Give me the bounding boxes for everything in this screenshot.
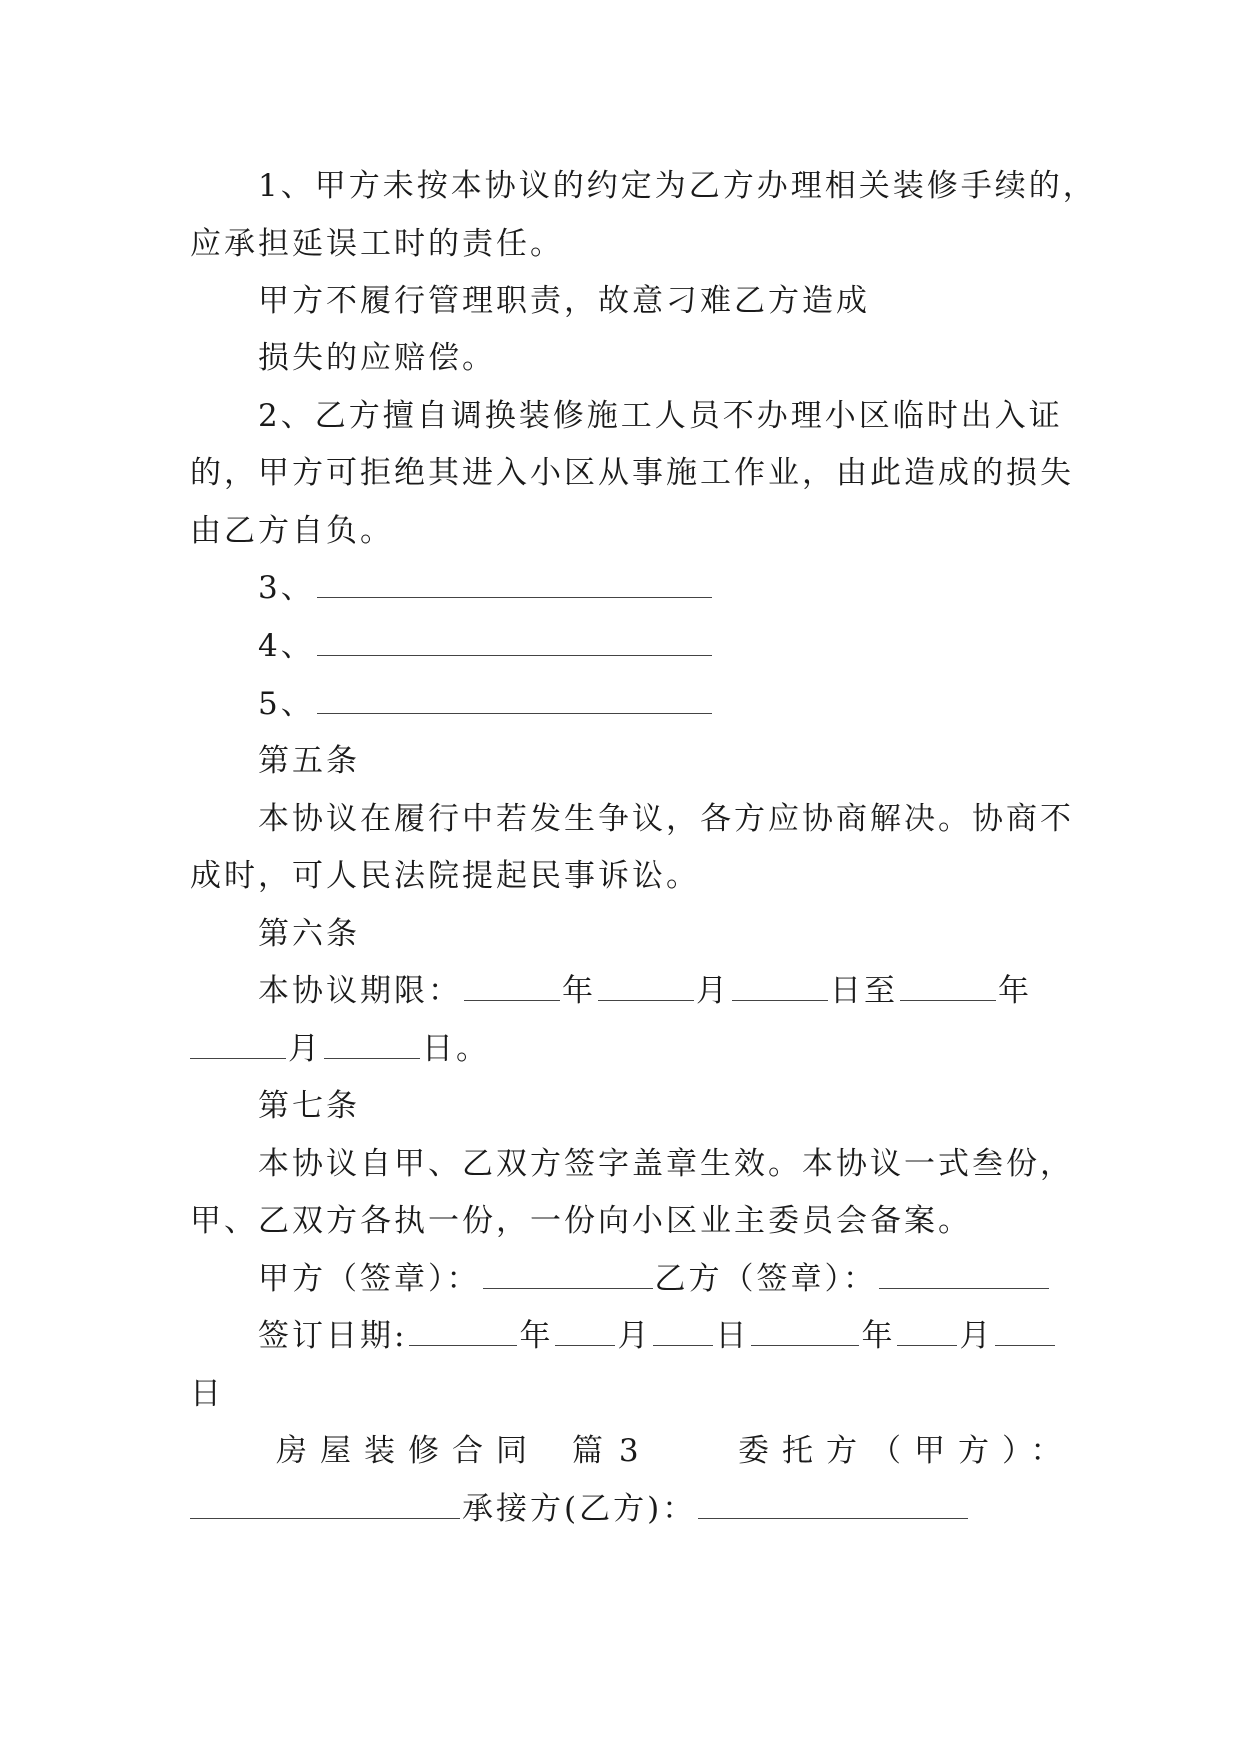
term-line-2 [190, 1029, 490, 1069]
clause-3-blank [317, 569, 712, 598]
clause-1b-line-2: 损失的应赔偿。 [258, 340, 496, 376]
party-a-sign-label: 甲方（签章）： [258, 1261, 481, 1297]
term-end-year-blank [900, 972, 996, 1001]
term-year-unit: 年 [562, 973, 596, 1009]
clause-5-blank [317, 685, 712, 714]
term-label: 本协议期限： [258, 973, 462, 1009]
sd2-month-unit: 月 [959, 1318, 994, 1354]
clause-1b-line-1: 甲方不履行管理职责，故意刁难乙方造成 [258, 283, 870, 319]
term-year-blank [464, 972, 560, 1001]
term-month-unit: 月 [696, 973, 730, 1009]
sign-date-line [258, 1316, 1057, 1356]
sd-month-blank [555, 1317, 615, 1346]
sd-day-blank [653, 1317, 713, 1346]
clause-1-line-1: 1、甲方未按本协议的约定为乙方办理相关装修手续的， [258, 168, 1097, 204]
term-end-year-unit: 年 [998, 973, 1032, 1009]
clause-2-line-1: 2、乙方擅自调换装修施工人员不办理小区临时出入证 [258, 398, 1063, 434]
article-5-line-2: 成时，可人民法院提起民事诉讼。 [190, 858, 700, 894]
article-7-title: 第七条 [258, 1088, 360, 1124]
contractor-line [190, 1489, 970, 1529]
sd-year-blank [409, 1317, 517, 1346]
contractor-label: 承接方(乙方)： [462, 1491, 697, 1527]
sign-date-label: 签订日期: [258, 1318, 408, 1354]
clause-4-blank [317, 627, 712, 656]
clause-5-number: 5、 [258, 686, 315, 722]
client-label: 委托方（甲方）： [738, 1433, 1075, 1469]
term-end-month-blank [190, 1030, 286, 1059]
article-5-line-1: 本协议在履行中若发生争议，各方应协商解决。协商不 [258, 801, 1074, 837]
term-end-day-blank [324, 1030, 420, 1059]
sd-year-unit: 年 [519, 1318, 554, 1354]
clause-3 [258, 568, 714, 608]
clause-4 [258, 626, 714, 666]
term-day-unit: 日至 [830, 973, 898, 1009]
sd2-year-blank [751, 1317, 859, 1346]
clause-2-line-3: 由乙方自负。 [190, 513, 394, 549]
term-day-blank [732, 972, 828, 1001]
sd2-year-unit: 年 [861, 1318, 896, 1354]
sd-day-unit: 日 [715, 1318, 750, 1354]
term-month-blank [598, 972, 694, 1001]
clause-3-number: 3、 [258, 570, 315, 606]
sign-date-day-overflow: 日 [190, 1376, 224, 1412]
party-b-sign-blank [879, 1260, 1049, 1289]
sd2-day-blank [995, 1317, 1055, 1346]
clause-5 [258, 684, 714, 724]
contractor-name-blank [698, 1490, 968, 1519]
signature-line [258, 1259, 1051, 1299]
term-end-day-unit: 日。 [422, 1031, 490, 1067]
article-6-title: 第六条 [258, 916, 360, 952]
party-a-sign-blank [483, 1260, 653, 1289]
sd-month-unit: 月 [617, 1318, 652, 1354]
client-name-blank [190, 1490, 460, 1519]
section-title: 房屋装修合同 [276, 1433, 540, 1469]
article-7-line-2: 甲、乙双方各执一份，一份向小区业主委员会备案。 [190, 1203, 972, 1239]
clause-2-line-2: 的，甲方可拒绝其进入小区从事施工作业，由此造成的损失 [190, 455, 1074, 491]
section-number: 篇 3 [572, 1433, 642, 1469]
clause-4-number: 4、 [258, 628, 315, 664]
term-line-1 [258, 971, 1032, 1011]
article-5-title: 第五条 [258, 743, 360, 779]
party-b-sign-label: 乙方（签章）： [654, 1261, 877, 1297]
sd2-month-blank [897, 1317, 957, 1346]
article-7-line-1: 本协议自甲、乙双方签字盖章生效。本协议一式叁份， [258, 1146, 1074, 1182]
clause-1-line-2: 应承担延误工时的责任。 [190, 226, 564, 262]
term-end-month-unit: 月 [288, 1031, 322, 1067]
